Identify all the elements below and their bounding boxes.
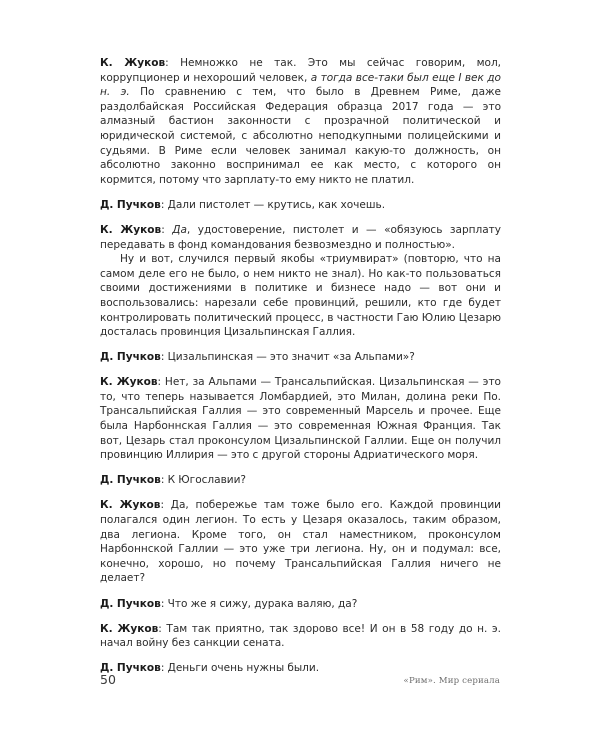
dialogue-text-lead: Деньги очень нужны были. — [164, 662, 320, 675]
speaker-colon: : — [160, 662, 165, 675]
speaker-name: Д. Пучков — [100, 351, 161, 364]
speaker-colon: : — [160, 597, 165, 610]
speaker-name: К. Жуков — [100, 376, 158, 389]
dialogue-paragraph — [100, 473, 501, 488]
dialogue-continuation-text: Ну и вот, случился первый якобы «триумвират» (повторю, что на самом деле его не было, о нем никто не знал). Но как-то пользоваться своими достижениями в политике и бизнесе надо — вот они и воспользовались: нарезали себе провинций, решили, кто где будет контролировать политический процесс, в частности Гаю Юлию Цезарю досталась провинция Цизальпинская Галлия. — [100, 253, 501, 339]
dialogue-text-tail: По сравнению с тем, что было в Древнем Риме, даже раздолбайская Российская Федерация образца 2017 года — это алмазный бастион законности с прозрачной политической и юридической системой, с абсолютно неподкупными полицейскими и судьями. В Риме если человек занимал какую-то должность, он абсолютно законно воспринимал ее как место, с которого он кормится, потому что зарплату-то ему никто не платил. — [100, 86, 501, 186]
dialogue-paragraph — [100, 597, 501, 612]
speaker-name: К. Жуков — [100, 622, 159, 635]
page-number: 50 — [100, 672, 116, 687]
dialogue-text-lead: Что же я сижу, дурака валяю, да? — [164, 597, 358, 610]
dialogue-paragraph — [100, 498, 501, 586]
dialogue-text-italic: а тогда все-таки был еще I век до н. э. — [100, 71, 501, 99]
page-text-column — [100, 56, 501, 676]
dialogue-text-tail: , удостоверение, пистолет и — «обязуюсь зарплату передавать в фонд командования безвозмездно и полностью». — [100, 223, 502, 251]
dialogue-text-lead: Дали пистолет — крутись, как хочешь. — [164, 198, 386, 211]
dialogue-text-lead: Немножко не так. Это мы сейчас говорим, мол, коррупционер и нехороший человек, — [100, 57, 501, 84]
dialogue-text-italic: Да — [172, 223, 187, 236]
page-footer — [100, 672, 500, 694]
dialogue-text-lead: Да, побережье там тоже было его. Каждой провинции полагался один легион. То есть у Цезаря оказалось, таким образом, два легиона. Кроме того, он стал наместником, проконсулом Нарбоннской Галлии — это уже три легиона. Ну, он и подумал: все, конечно, хорошо, но почему Трансальпийская Галлия ничего не делает? — [100, 499, 501, 585]
dialogue-paragraph — [100, 350, 501, 365]
dialogue-paragraph — [100, 622, 501, 651]
speaker-colon: : — [160, 351, 165, 364]
speaker-colon: : — [160, 499, 164, 512]
dialogue-paragraph — [100, 56, 501, 187]
speaker-colon: : — [161, 223, 165, 236]
dialogue-paragraph — [100, 375, 501, 463]
dialogue-paragraph — [100, 198, 501, 213]
speaker-name: К. Жуков — [100, 499, 161, 512]
dialogue-text-lead: К Югославии? — [164, 474, 247, 487]
dialogue-text-lead: Цизальпинская — это значит «за Альпами»? — [164, 351, 415, 364]
speaker-name: Д. Пучков — [100, 198, 161, 211]
speaker-colon: : — [157, 376, 162, 389]
speaker-colon: : — [165, 57, 169, 69]
speaker-name: Д. Пучков — [100, 474, 161, 487]
speaker-colon: : — [160, 474, 165, 487]
dialogue-text-lead: Нет, за Альпами — Трансальпийская. Цизальпинская — это то, что теперь называется Ломбардией, это Милан, долина реки По. Трансальпийская Галлия — это современный Марсель и прочее. Еще была Нарбоннская Галлия — это современная Южная Франция. Так вот, Цезарь стал проконсулом Цизальпинской Галлии. Еще он получил провинцию Иллирия — это с другой стороны Адриатического моря. — [100, 376, 501, 462]
speaker-name: К. Жуков — [100, 223, 162, 236]
speaker-name: Д. Пучков — [100, 597, 161, 610]
dialogue-continuation-paragraph — [100, 252, 501, 340]
speaker-name: Д. Пучков — [100, 662, 161, 675]
dialogue-text-lead: Там так приятно, так здорово все! И он в 58 году до н. э. начал войну без санкции сената. — [100, 622, 502, 650]
speaker-colon: : — [158, 622, 162, 635]
running-title: «Рим». Мир сериала — [403, 676, 500, 686]
dialogue-paragraph — [100, 223, 501, 252]
speaker-colon: : — [160, 198, 165, 211]
speaker-name: К. Жуков — [100, 57, 166, 69]
